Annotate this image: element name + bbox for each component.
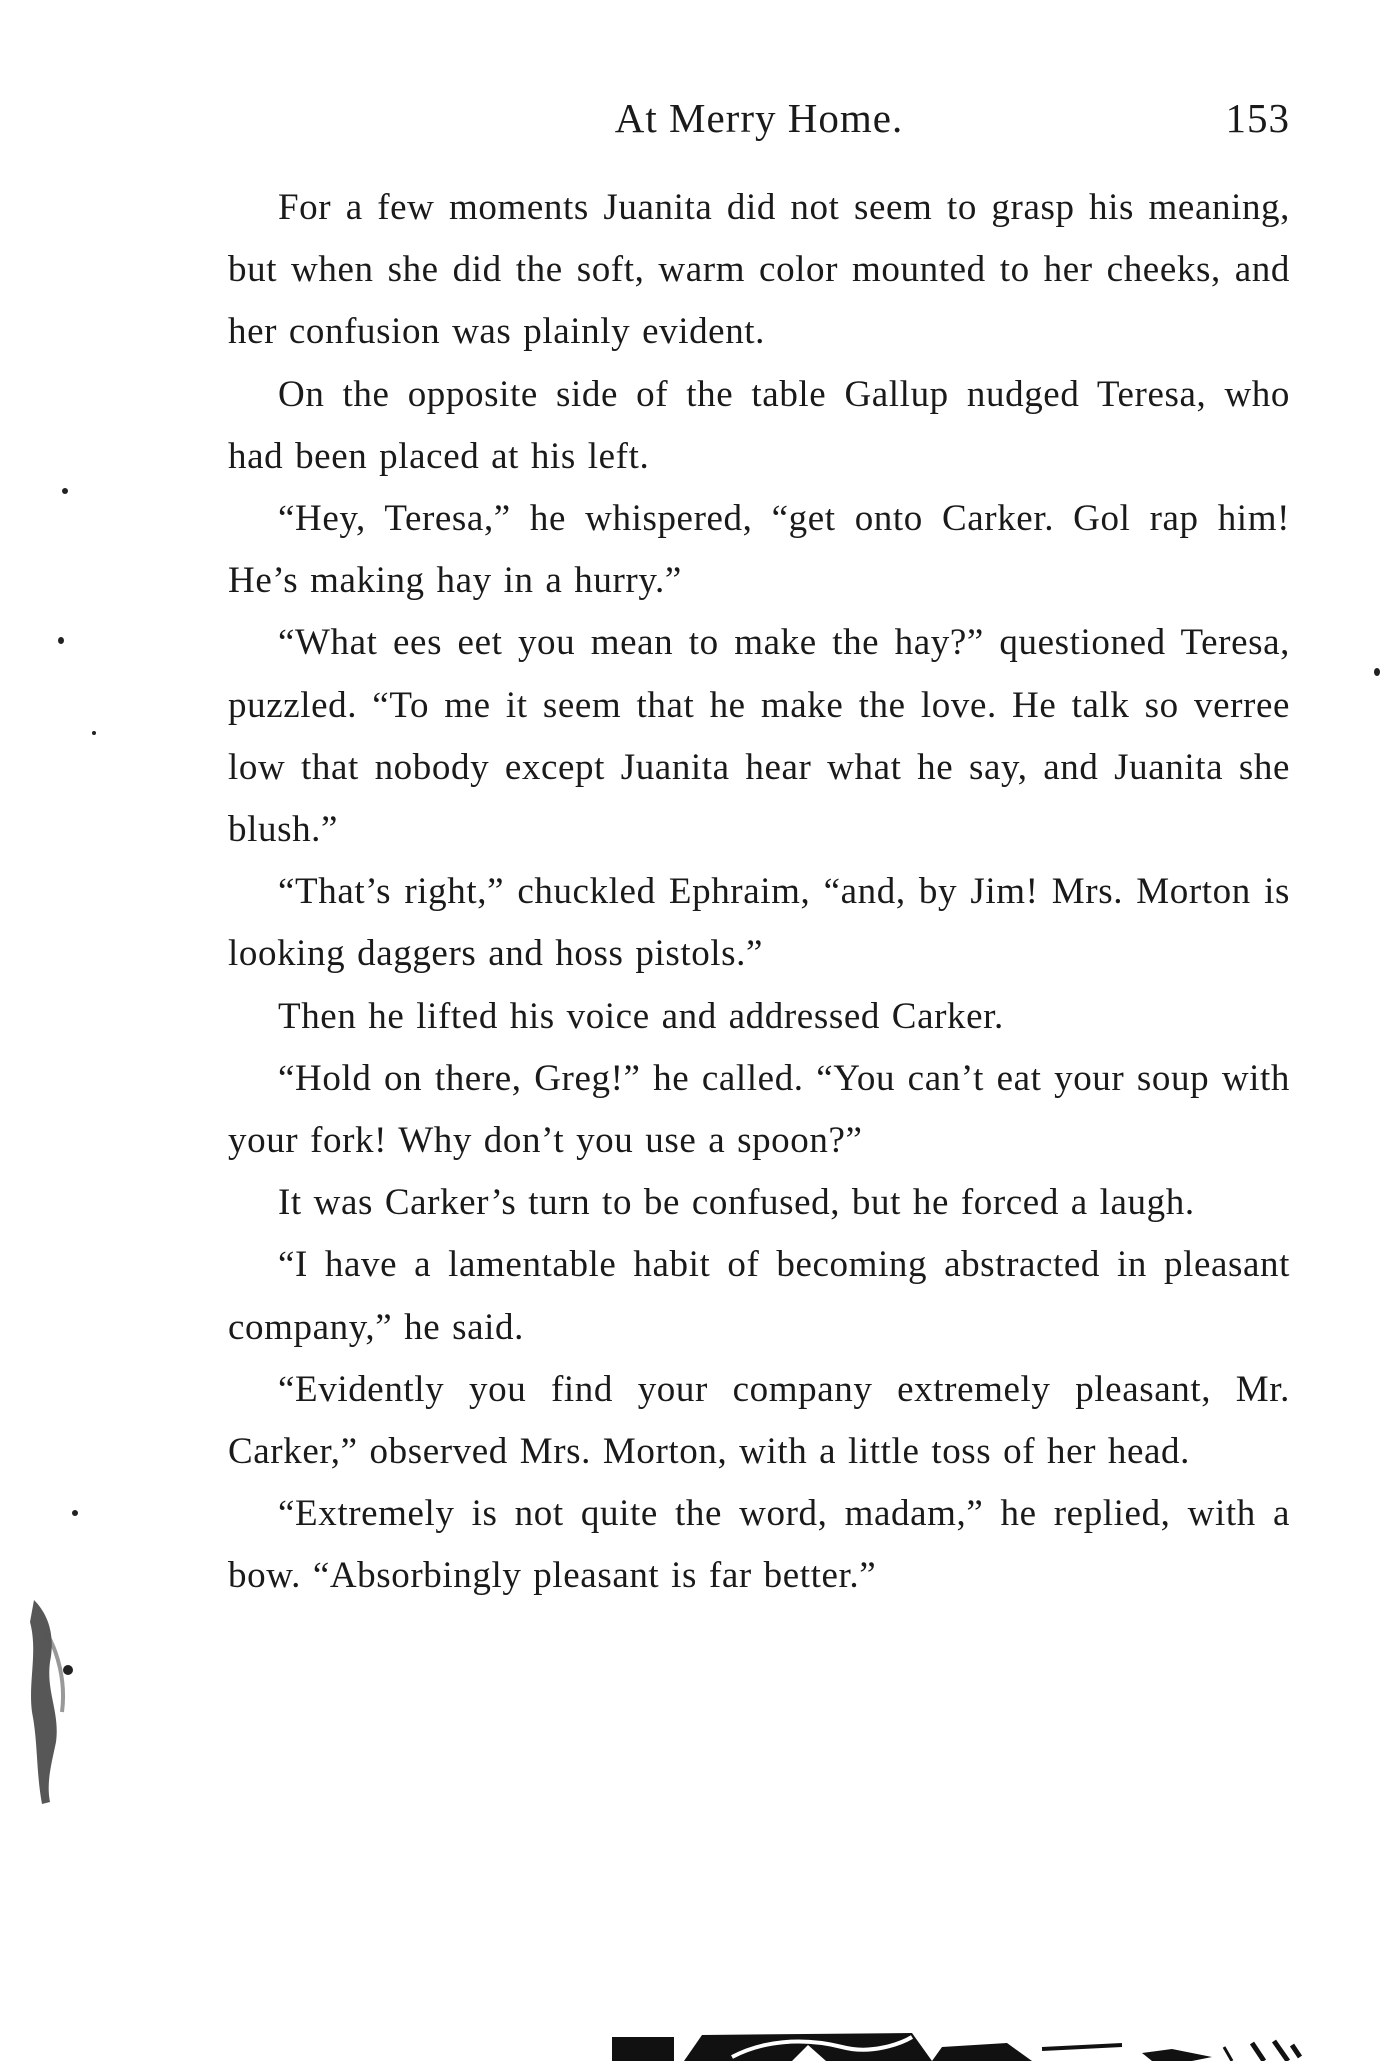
page-number: 153 [1225,95,1290,141]
paragraph: Then he lifted his voice and addressed Carker. [278,995,1004,1037]
paragraph: For a few moments Juanita did not seem to grasp his meaning, but when she did the soft, warm color mounted to her cheeks, and her confusion was plainly evident. [228,187,1290,353]
tail-ornament [612,2027,1302,2061]
running-head [228,88,1290,148]
margin-smudge [16,1592,80,1822]
paragraph: It was Carker’s turn to be confused, but he forced a laugh. [278,1182,1195,1224]
paragraph: “Hold on there, Greg!” he called. “You can’t eat your soup with your fork! Why don’t you use a spoon?” [228,1057,1290,1162]
scan-speck [92,731,96,735]
scan-speck [72,1510,78,1516]
running-title: At Merry Home. [614,95,904,141]
paragraph: “Evidently you find your company extremely pleasant, Mr. Carker,” observed Mrs. Morton, with a little toss of her head. [228,1368,1290,1473]
scan-speck [58,637,64,644]
paragraph: On the opposite side of the table Gallup nudged Teresa, who had been placed at his left. [228,373,1290,477]
body-text [228,177,1290,1608]
paragraph: “Hey, Teresa,” he whispered, “get onto Carker. Gol rap him! He’s making hay in a hurry.” [228,498,1290,602]
scan-speck [62,488,68,494]
paragraph: “That’s right,” chuckled Ephraim, “and, by Jim! Mrs. Morton is looking daggers and hoss pistols.” [228,871,1290,975]
scan-speck [1374,668,1380,676]
paragraph: “Extremely is not quite the word, madam,” he replied, with a bow. “Absorbingly pleasant is far better.” [228,1493,1290,1597]
paragraph: “I have a lamentable habit of becoming abstracted in pleasant company,” he said. [228,1244,1290,1348]
paragraph: “What ees eet you mean to make the hay?” questioned Teresa, puzzled. “To me it seem that he make the love. He talk so verree low that nobody except Juanita hear what he say, and Juanita she blush.” [228,622,1290,851]
